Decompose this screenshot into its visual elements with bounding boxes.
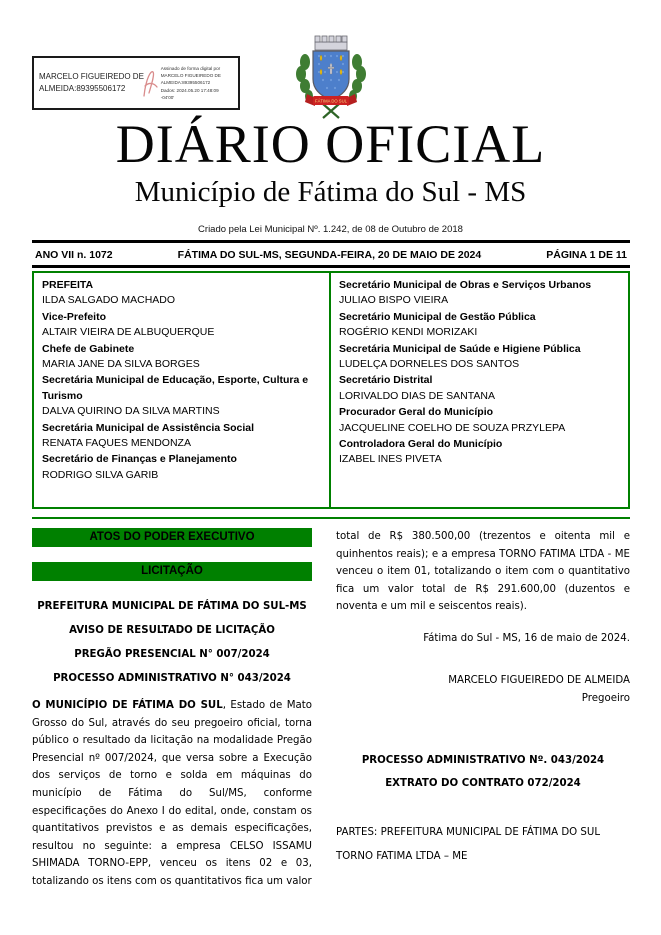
- notice-heading: PREFEITURA MUNICIPAL DE FÁTIMA DO SUL-MS: [37, 601, 307, 612]
- official-name: DALVA QUIRINO DA SILVA MARTINS: [42, 405, 220, 418]
- top-divider: [32, 240, 630, 243]
- contract-party-line: PARTES: PREFEITURA MUNICIPAL DE FÁTIMA DO SUL: [336, 827, 601, 839]
- contract-heading: EXTRATO DO CONTRATO 072/2024: [385, 778, 581, 790]
- edition-number: ANO VII n. 1072: [35, 248, 113, 261]
- process-heading: PROCESSO ADMINISTRATIVO Nº. 043/2024: [361, 755, 605, 767]
- official-entry: [42, 310, 321, 341]
- official-name: MARIA JANE DA SILVA BORGES: [42, 358, 200, 371]
- official-name: IZABEL INES PIVETA: [339, 453, 442, 466]
- signer-name: MARCELO FIGUEIREDO DE ALMEIDA: [448, 674, 630, 686]
- notice-continuation: total de R$ 380.500,00 (trezentos e oitenta mil e quinhentos reais); e a empresa TORNO FATIMA LTDA - ME venceu o item 01, totalizando o item com o quantitativo fica um valor total de R$ 291.600,00 (duzentos e noventa e um mil e seiscentos reais).: [336, 531, 630, 613]
- officials-right-column: [331, 273, 628, 507]
- mural-crown: [315, 36, 347, 50]
- official-name: LUDELÇA DORNELES DOS SANTOS: [339, 358, 520, 371]
- signature-flourish-icon: [141, 66, 159, 100]
- official-name: ILDA SALGADO MACHADO: [42, 294, 176, 307]
- signer-block: [336, 672, 630, 707]
- signature-detail-line: Dados: 2024.05.20 17:48:09 -04'00': [160, 87, 219, 101]
- contract-parties: [336, 827, 630, 862]
- official-role: Secretário Distrital: [339, 374, 433, 387]
- official-role: Secretária Municipal de Educação, Esporte, Cultura e Turismo: [42, 374, 309, 402]
- notice-heading: AVISO DE RESULTADO DE LICITAÇÃO: [69, 625, 275, 636]
- official-entry: [42, 278, 321, 309]
- signature-details: [161, 65, 233, 102]
- official-name: JULIAO BISPO VIEIRA: [339, 294, 449, 307]
- notice-heading: PROCESSO ADMINISTRATIVO N° 043/2024: [53, 673, 291, 684]
- signature-detail-line: MARCELO FIGUEIREDO DE: [160, 72, 221, 78]
- official-role: Secretário Municipal de Gestão Pública: [339, 310, 536, 323]
- masthead-law-line: Criado pela Lei Municipal Nº. 1.242, de 08 de Outubro de 2018: [198, 224, 463, 235]
- masthead-subtitle: Município de Fátima do Sul - MS: [134, 176, 527, 208]
- official-role: Secretária Municipal de Saúde e Higiene Pública: [339, 342, 581, 355]
- shield: [313, 51, 349, 100]
- official-role: Secretário de Finanças e Planejamento: [42, 453, 237, 466]
- official-entry: [339, 405, 620, 436]
- official-role: Controladora Geral do Município: [339, 438, 503, 451]
- page-indicator: PÁGINA 1 DE 11: [546, 248, 627, 261]
- signature-detail-line: ALMEIDA:89395506172: [160, 80, 211, 86]
- edition-header-bar: [32, 245, 630, 264]
- dateline: Fátima do Sul - MS, 16 de maio de 2024.: [423, 632, 630, 644]
- green-divider: [32, 517, 630, 519]
- official-entry: [339, 437, 620, 468]
- notice-body-lead: O MUNICÍPIO DE FÁTIMA DO SUL: [32, 700, 223, 711]
- notice-body-text: , Estado de Mato Grosso do Sul, através do seu pregoeiro oficial, torna público o resultado da licitação na modalidade Pregão Presencial nº 007/2024, que versa sobre a Execução dos serviços de torno e solda em máquinas do município de Fátima do Sul/MS, conforme especificações do Anexo I do edital, onde, constam os quantitativos previstos e as demais especificações, resultou no seguinte: a empresa CELSO ISSAMU SHIMADA TORNO-EPP, venceu os itens 02 e 03, totalizando os itens com os quantitativos fica um valor: [32, 700, 312, 887]
- officials-box: [32, 271, 630, 509]
- official-role: Chefe de Gabinete: [42, 342, 135, 355]
- official-name: RODRIGO SILVA GARIB: [42, 468, 159, 481]
- left-column: [32, 528, 312, 891]
- official-name: ALTAIR VIEIRA DE ALBUQUERQUE: [42, 326, 215, 339]
- official-name: JACQUELINE COELHO DE SOUZA PRZYLEPA: [339, 421, 566, 434]
- right-column: [336, 528, 630, 891]
- section-banner-licitacao: LICITAÇÃO: [32, 562, 312, 581]
- official-name: RENATA FAQUES MENDONZA: [42, 437, 191, 450]
- official-entry: [42, 373, 321, 419]
- official-entry: [339, 342, 620, 373]
- edition-date: FÁTIMA DO SUL-MS, SEGUNDA-FEIRA, 20 DE MAIO DE 2024: [177, 248, 482, 261]
- bottom-divider: [32, 265, 630, 268]
- official-role: PREFEITA: [42, 279, 94, 291]
- official-role: Secretário Municipal de Obras e Serviços Urbanos: [339, 279, 592, 291]
- ribbon-text: FÁTIMA DO SUL: [315, 98, 347, 104]
- official-role: Secretária Municipal de Assistência Social: [42, 421, 255, 434]
- notice-heading: PREGÃO PRESENCIAL N° 007/2024: [74, 649, 270, 660]
- official-entry: [339, 373, 620, 404]
- masthead-title: DIÁRIO OFICIAL: [115, 114, 546, 174]
- signature-name: MARCELO FIGUEIREDO DE ALMEIDA:89395506172: [39, 71, 144, 93]
- official-role: Procurador Geral do Município: [339, 406, 494, 419]
- section-banner-atos: ATOS DO PODER EXECUTIVO: [32, 528, 312, 547]
- notice-body: [32, 697, 312, 891]
- official-entry: [339, 310, 620, 341]
- official-name: ROGÉRIO KENDI MORIZAKI: [339, 326, 478, 339]
- signer-role: Pregoeiro: [581, 692, 630, 704]
- official-name: LORIVALDO DIAS DE SANTANA: [339, 389, 495, 402]
- notice-headings: [32, 601, 312, 684]
- official-role: Vice-Prefeito: [42, 310, 106, 323]
- coat-of-arms: [283, 32, 379, 122]
- digital-signature-box: [32, 56, 240, 110]
- contract-party-line: TORNO FATIMA LTDA – ME: [336, 851, 468, 863]
- official-entry: [42, 342, 321, 373]
- signature-detail-line: Assinado de forma digital por: [160, 65, 221, 71]
- official-entry: [339, 278, 620, 309]
- official-entry: [42, 421, 321, 452]
- officials-left-column: [34, 273, 331, 507]
- official-entry: [42, 452, 321, 483]
- content-area: [32, 528, 630, 891]
